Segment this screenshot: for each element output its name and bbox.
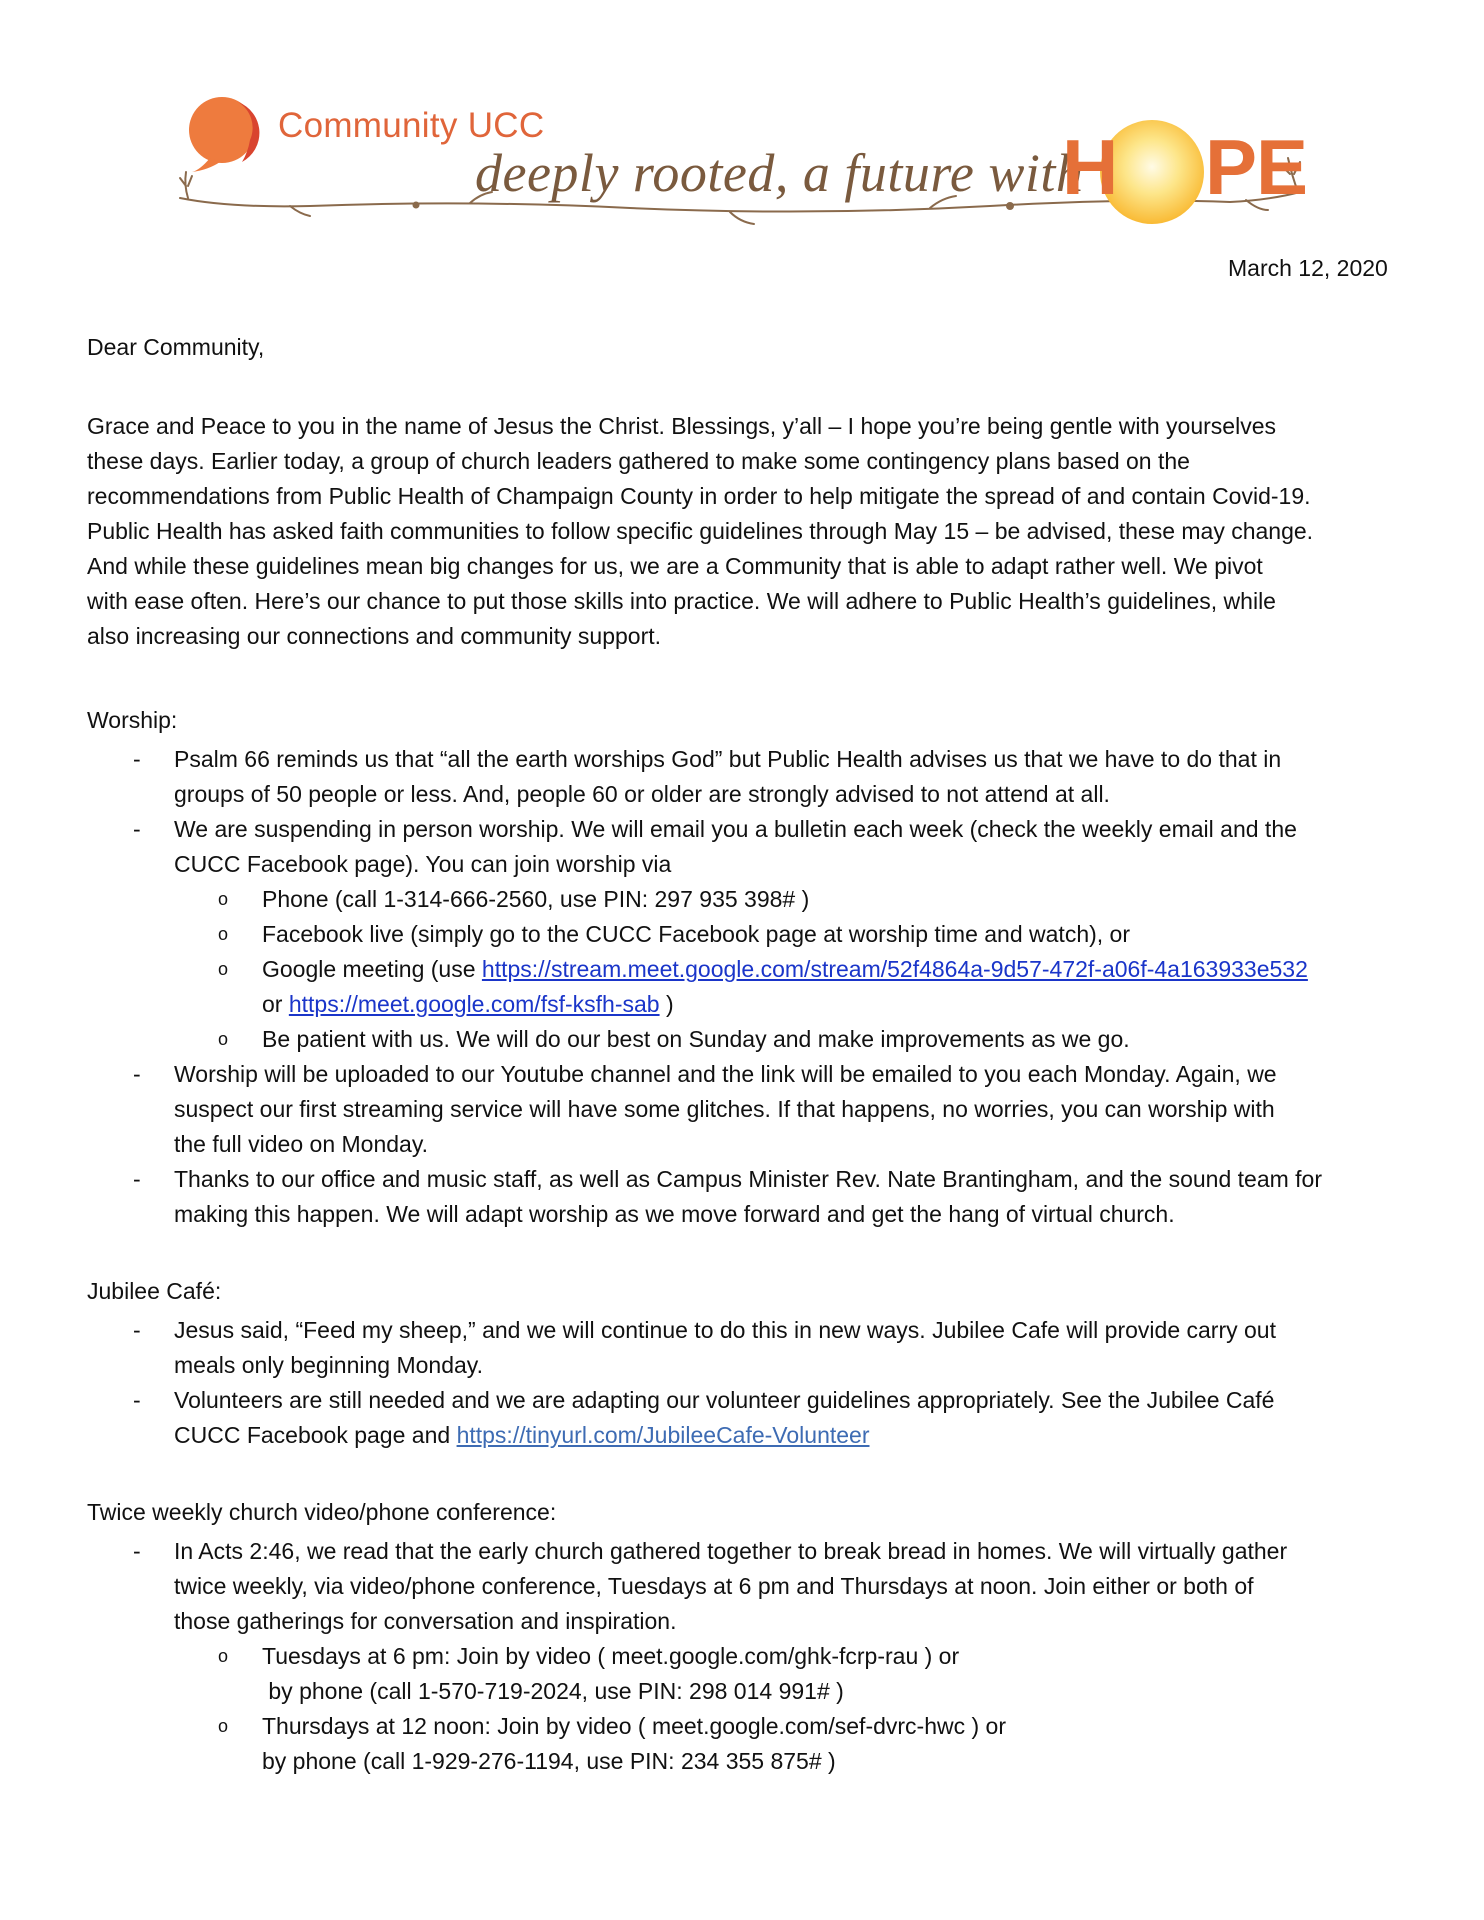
org-name: Community UCC — [278, 106, 545, 145]
intro-line: Grace and Peace to you in the name of Jesus the Christ. Blessings, y’all – I hope you’re being gentle with yourselves — [87, 413, 1276, 439]
salutation: Dear Community, — [87, 334, 265, 360]
circle-marker: o — [218, 889, 229, 909]
intro-line: And while these guidelines mean big changes for us, we are a Community that is able to adapt rather well. We pivot — [87, 553, 1263, 579]
dash-marker: - — [133, 1538, 141, 1564]
hope-h: H — [1062, 123, 1119, 211]
sub-item-line: Tuesdays at 6 pm: Join by video ( meet.google.com/ghk-fcrp-rau ) or — [262, 1643, 960, 1669]
sub-item-text: Phone (call 1-314-666-2560, use PIN: 297 935 398# ) — [262, 886, 810, 912]
bullet-line: groups of 50 people or less. And, people 60 or older are strongly advised to not attend at all. — [174, 781, 1110, 807]
dash-marker: - — [133, 816, 141, 842]
jubilee-link-prefix: CUCC Facebook page and — [174, 1422, 457, 1448]
google-meet-link[interactable]: https://meet.google.com/fsf-ksfh-sab — [288, 991, 660, 1017]
speech-bubble-logo-icon — [189, 97, 259, 172]
conference-heading: Twice weekly church video/phone conference: — [87, 1499, 557, 1525]
circle-marker: o — [218, 1029, 229, 1049]
bullet-line: meals only beginning Monday. — [174, 1352, 483, 1378]
sub-item-text: Be patient with us. We will do our best on Sunday and make improvements as we go. — [262, 1026, 1130, 1052]
hope-wordmark — [1062, 118, 1322, 218]
sub-item-text: Facebook live (simply go to the CUCC Facebook page at worship time and watch), or — [262, 921, 1131, 947]
letter-date: March 12, 2020 — [1228, 255, 1388, 281]
bullet-line: Thanks to our office and music staff, as well as Campus Minister Rev. Nate Brantingham, and the sound team for — [174, 1166, 1323, 1192]
bullet-line: the full video on Monday. — [174, 1131, 429, 1157]
intro-line: recommendations from Public Health of Champaign County in order to help mitigate the spread of and contain Covid-19. — [87, 483, 1311, 509]
circle-marker: o — [218, 1646, 229, 1666]
letterhead — [170, 90, 1320, 250]
circle-marker: o — [218, 959, 229, 979]
circle-marker: o — [218, 1716, 229, 1736]
dash-marker: - — [133, 1387, 141, 1413]
worship-heading: Worship: — [87, 707, 178, 733]
bullet-line: CUCC Facebook page). You can join worship via — [174, 851, 672, 877]
google-or: or — [262, 991, 289, 1017]
bullet-line: making this happen. We will adapt worship as we move forward and get the hang of virtual church. — [174, 1201, 1175, 1227]
bullet-line: Psalm 66 reminds us that “all the earth worships God” but Public Health advises us that we have to do that in — [174, 746, 1282, 772]
sub-item-line: Thursdays at 12 noon: Join by video ( meet.google.com/sef-dvrc-hwc ) or — [262, 1713, 1007, 1739]
dash-marker: - — [133, 1317, 141, 1343]
bullet-line: Worship will be uploaded to our Youtube channel and the link will be emailed to you each Monday. Again, we — [174, 1061, 1277, 1087]
motto: deeply rooted, a future with — [475, 143, 1084, 203]
google-suffix: ) — [659, 991, 674, 1017]
bullet-line: Volunteers are still needed and we are adapting our volunteer guidelines appropriately. See the Jubilee Café — [174, 1387, 1275, 1413]
intro-line: Public Health has asked faith communities to follow specific guidelines through May 15 – be advised, these may change. — [87, 518, 1314, 544]
dash-marker: - — [133, 746, 141, 772]
jubilee-heading: Jubilee Café: — [87, 1278, 222, 1304]
intro-line: with ease often. Here’s our chance to put those skills into practice. We will adhere to Public Health’s guidelines, while — [87, 588, 1276, 614]
google-prefix: Google meeting (use — [262, 956, 482, 982]
bullet-line: In Acts 2:46, we read that the early church gathered together to break bread in homes. We will virtually gather — [174, 1538, 1288, 1564]
circle-marker: o — [218, 924, 229, 944]
bullet-line: suspect our first streaming service will have some glitches. If that happens, no worries, you can worship with — [174, 1096, 1275, 1122]
jubilee-volunteer-link[interactable]: https://tinyurl.com/JubileeCafe-Volunteer — [456, 1422, 870, 1448]
intro-paragraph — [87, 409, 1407, 654]
hope-pe: PE — [1205, 123, 1308, 211]
google-stream-link[interactable]: https://stream.meet.google.com/stream/52f4864a-9d57-472f-a06f-4a163933e532 — [481, 956, 1308, 982]
dash-marker: - — [133, 1061, 141, 1087]
sub-item-line: by phone (call 1-570-719-2024, use PIN: 298 014 991# ) — [262, 1678, 844, 1704]
intro-line: also increasing our connections and community support. — [87, 623, 662, 649]
sub-item-line: by phone (call 1-929-276-1194, use PIN: 234 355 875# ) — [262, 1748, 836, 1774]
bullet-line: Jesus said, “Feed my sheep,” and we will continue to do this in new ways. Jubilee Cafe will provide carry out — [174, 1317, 1276, 1343]
bullet-line: twice weekly, via video/phone conference, Tuesdays at 6 pm and Thursdays at noon. Join either or both of — [174, 1573, 1254, 1599]
intro-line: these days. Earlier today, a group of church leaders gathered to make some contingency plans based on the — [87, 448, 1190, 474]
bullet-line: We are suspending in person worship. We will email you a bulletin each week (check the weekly email and the — [174, 816, 1297, 842]
dash-marker: - — [133, 1166, 141, 1192]
bullet-line: those gatherings for conversation and inspiration. — [174, 1608, 677, 1634]
